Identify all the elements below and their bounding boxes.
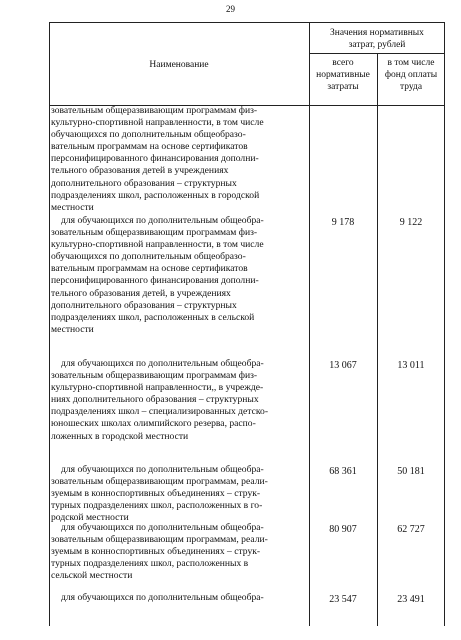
row-name-line: зовательным общеразвивающим программам физ- — [51, 227, 258, 239]
row-name-line: вательным программам на основе сертификатов — [51, 263, 248, 275]
row-name-line: зуемым в конноспортивных объединениях – струк- — [51, 546, 261, 558]
row-name-line: культурно-спортивной направленности, в том числе — [51, 239, 264, 251]
table-header — [49, 22, 445, 106]
value-total: 68 361 — [329, 466, 357, 477]
row-name-line: подразделениях школ – специализированных детско- — [51, 406, 269, 418]
value-wage-fund: 23 491 — [397, 594, 425, 605]
row-name-line: обучающихся по дополнительным общеобразо- — [51, 129, 246, 141]
row-name-line: зуемым в конноспортивных объединениях – струк- — [51, 488, 261, 500]
row-name-line: дополнительного образования – структурных — [51, 177, 237, 189]
row-name — [51, 592, 305, 604]
value-wage-fund: 13 011 — [397, 360, 425, 371]
normative-costs-table — [49, 22, 445, 106]
header-name: Наименование — [149, 60, 209, 70]
row-name-line: персонифицированного финансирования дополни- — [51, 275, 259, 287]
row-name — [51, 464, 305, 524]
row-name-line: зовательным общеразвивающим программам, реали- — [51, 534, 268, 546]
row-name-line: культурно-спортивной направленности, в том числе — [51, 117, 264, 129]
value-total: 80 907 — [329, 524, 357, 535]
row-name-line: тельного образования детей, в учреждениях — [51, 287, 231, 299]
row-name-line: сельской местности — [51, 570, 133, 582]
value-wage-fund: 9 122 — [399, 217, 423, 228]
row-name-line: для обучающихся по дополнительным общеобра- — [61, 464, 264, 475]
row-name-line: культурно-спортивной направленности,, в учрежде- — [51, 382, 264, 394]
header-values-group: Значения нормативных затрат, рублей — [330, 28, 424, 50]
row-name — [51, 105, 305, 214]
row-name-line: для обучающихся по дополнительным общеобра- — [61, 522, 264, 533]
row-name-line: юношеских школах олимпийского резерва, распо- — [51, 418, 256, 430]
row-name-line: для обучающихся по дополнительным общеобра- — [61, 592, 264, 603]
row-name-line: вательным программам на основе сертификатов — [51, 141, 248, 153]
row-name-line: дополнительного образования – структурных — [51, 299, 237, 311]
row-name-line: обучающихся по дополнительным общеобразо- — [51, 251, 246, 263]
row-name-line: местности — [51, 201, 94, 213]
row-name-line: ниях дополнительного образования – структурных — [51, 394, 259, 406]
row-name-line: местности — [51, 323, 94, 335]
value-total: 9 178 — [331, 217, 355, 228]
row-name-line: зовательным общеразвивающим программам физ- — [51, 370, 258, 382]
value-total: 13 067 — [329, 360, 357, 371]
row-name-line: для обучающихся по дополнительным общеобра- — [61, 358, 264, 369]
row-name — [51, 215, 305, 336]
row-name — [51, 522, 305, 582]
row-name-line: подразделениях школ, расположенных в городской — [51, 189, 260, 201]
row-name-line: родской местности — [51, 512, 129, 524]
header-wage-fund: в том числе фонд оплаты труда — [384, 58, 438, 92]
row-name-line: ложенных в городской местности — [51, 430, 189, 442]
value-wage-fund: 62 727 — [397, 524, 425, 535]
header-total: всего нормативные затраты — [316, 58, 370, 92]
row-name-line: для обучающихся по дополнительным общеобра- — [61, 215, 264, 226]
value-wage-fund: 50 181 — [397, 466, 425, 477]
row-name-line: турных подразделениях школ, расположенных в го- — [51, 500, 263, 512]
row-name-line: тельного образования детей в учреждениях — [51, 165, 229, 177]
row-name-line: подразделениях школ, расположенных в сельской — [51, 311, 255, 323]
row-name-line: зовательным общеразвивающим программам физ- — [51, 105, 258, 116]
page-number: 29 — [226, 4, 235, 14]
value-total: 23 547 — [329, 594, 357, 605]
row-name-line: зовательным общеразвивающим программам, реали- — [51, 476, 268, 488]
row-name — [51, 358, 305, 443]
row-name-line: персонифицированного финансирования дополни- — [51, 153, 259, 165]
row-name-line: турных подразделениях школ, расположенных в — [51, 558, 249, 570]
